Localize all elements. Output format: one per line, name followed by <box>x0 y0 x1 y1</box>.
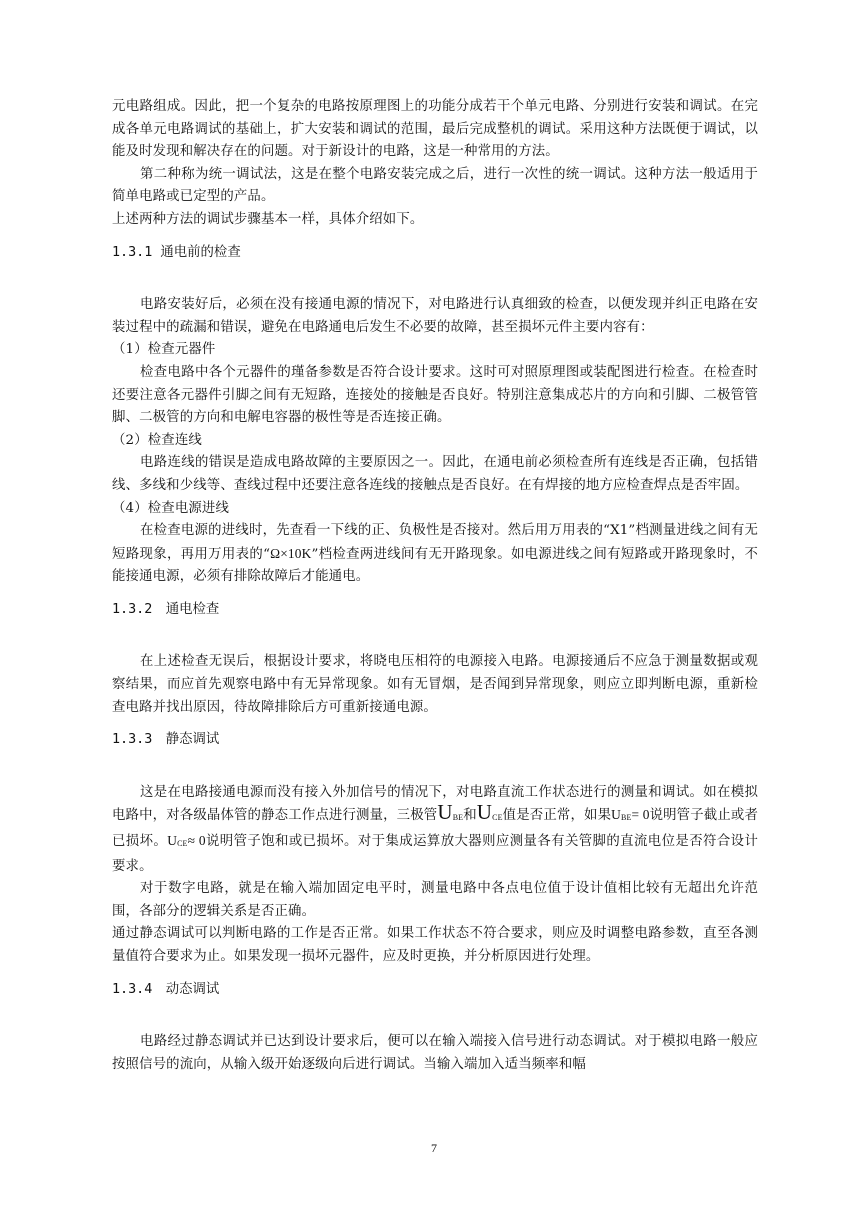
paragraph: 通过静态调试可以判断电路的工作是否正常。如果工作状态不符合要求，则应及时调整电路参数，直至各测量值符合要求为止。如果发现一损坏元器件，应及时更换，并分析原因进行处理。 <box>112 926 758 964</box>
subscript-be: BE <box>452 813 464 823</box>
paragraph: 第二种称为统一调试法，这是在整个电路安装完成之后，进行一次性的统一调试。这种方法一般适用于简单电路或已定型的产品。 <box>112 166 758 205</box>
voltage-symbol-u: U <box>611 807 621 823</box>
list-item-heading: （4）检查电源进线 <box>112 500 229 516</box>
paragraph: 对于数字电路，就是在输入端加固定电平时，测量电路中各点电位值于设计值相比较有无超出允许范围，各部分的逻辑关系是否正确。 <box>112 881 758 919</box>
list-item-heading: （2）检查连线 <box>112 432 202 448</box>
section-heading: 1.3.4 动态调试 <box>112 981 220 997</box>
subscript-ce: CE <box>492 813 503 823</box>
text-run: 值是否正常，如果 <box>502 808 612 824</box>
equation: ≈ 0 <box>187 833 206 849</box>
section-heading: 1.3.2 通电检查 <box>112 601 220 617</box>
page-number: 7 <box>431 1141 437 1155</box>
ohm-range-symbol: Ω×10K <box>270 545 312 561</box>
voltage-symbol-u: U <box>476 800 493 825</box>
section-heading: 1.3.1 通电前的检查 <box>112 244 241 260</box>
document-body <box>112 96 758 1076</box>
voltage-symbol-u: U <box>437 800 453 825</box>
text-run: 说明管子截止或者已损坏。 <box>112 808 758 850</box>
paragraph: 检查电路中各个元器件的瑾备参数是否符合设计要求。这时可对照原理图或装配图进行检查。在检查时还要注意各元器件引脚之间有无短路，连接处的接触是否良好。特别注意集成芯片的方向和引脚、二极管管脚、二极管的方向和电解电容器的极性等是否连接正确。 <box>112 364 758 426</box>
paragraph: 元电路组成。因此，把一个复杂的电路按原理图上的功能分成若干个单元电路、分别进行安装和调试。在完成各单元电路调试的基础上，扩大安装和调试的范围，最后完成整机的调试。采用这种方法既便于调试，以能及时发现和解决存在的问题。对于新设计的电路，这是一种常用的方法。 <box>112 99 758 160</box>
paragraph: 上述两种方法的调试步骤基本一样，具体介绍如下。 <box>112 211 424 227</box>
section-heading: 1.3.3 静态调试 <box>112 732 220 748</box>
voltage-symbol-u: U <box>167 833 178 849</box>
subscript-be: BE <box>620 813 632 823</box>
subscript-ce: CE <box>177 839 188 849</box>
paragraph: 电路经过静态调试并已达到设计要求后，便可以在输入端接入信号进行动态调试。对于模拟电路一般应按照信号的流向，从输入级开始逐级向后进行调试。当输入端加入适当频率和幅 <box>112 1034 758 1072</box>
paragraph <box>112 782 758 878</box>
text-run: ”档检查两进线间有无开路现象。如电源进线之间有短路或开路现象时，不能接通电源，必须有排除故障后才能通电。 <box>112 546 758 585</box>
text-run: 和 <box>463 808 477 824</box>
paragraph: 电路安装好后，必须在没有接通电源的情况下，对电路进行认真细致的检查，以便发现并纠正电路在安装过程中的疏漏和错误，避免在电路通电后发生不必要的故障，甚至损坏元件主要内容有： <box>112 297 758 335</box>
list-item-heading: （1）检查元器件 <box>112 342 216 358</box>
paragraph: 在上述检查无误后，根据设计要求，将晓电压相符的电源接入电路。电源接通后不应急于测量数据或观察结果，而应首先观察电路中有无异常现象。如有无冒烟，是否闻到异常现象，则应立即判断电源，重新检查电路并找出原因，待故障排除后方可重新接通电源。 <box>112 654 758 715</box>
text-run: 说明管子饱和或已损坏。对于集成运算放大器则应测量各有关管脚的直流电位是否符合设计要求。 <box>112 834 758 874</box>
text-run: 在检查电源的进线时，先查看一下线的正、负极性是否接对。然后用万用表的“X1”档测量进线之间有无短路现象，再用万用表的“ <box>112 523 758 562</box>
paragraph: 电路连线的错误是造成电路故障的主要原因之一。因此，在通电前必须检查所有连线是否正确，包括错线、多线和少线等、查线过程中还要注意各连线的接触点是否良好。在有焊接的地方应检查焊点是否牢固。 <box>112 455 758 493</box>
paragraph <box>112 520 758 589</box>
equation: = 0 <box>631 807 650 823</box>
text-run: 这是在电路接通电源而没有接入外加信号的情况下，对电路直流工作状态进行的测量和调试。如在模拟电路中，对各级晶体管的静态工作点进行测量，三极管 <box>112 784 758 824</box>
